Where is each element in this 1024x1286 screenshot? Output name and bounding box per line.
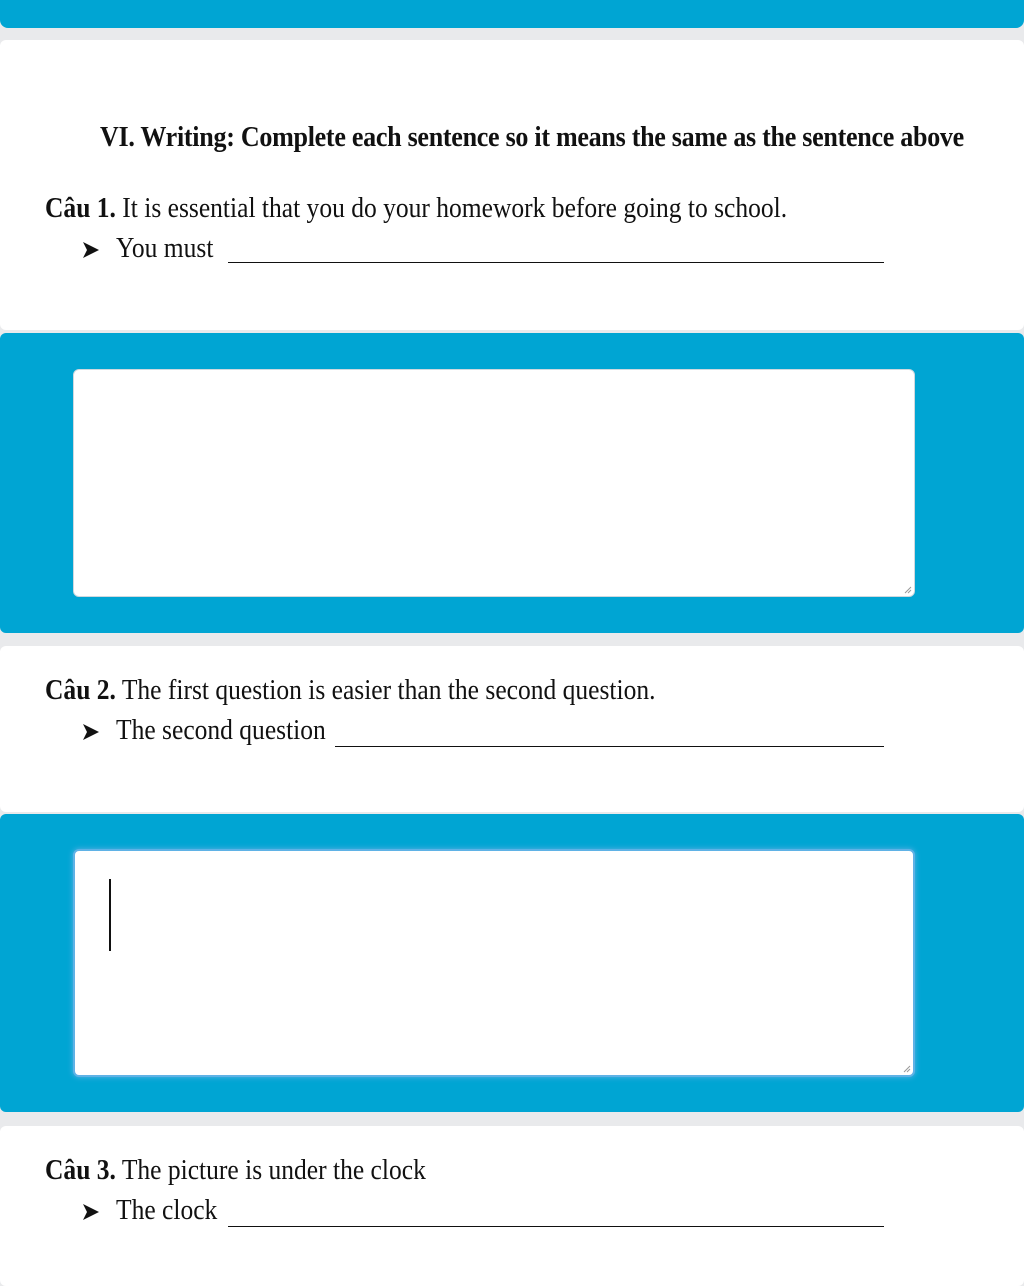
question-2-prompt-line xyxy=(80,714,354,747)
answer-band-2 xyxy=(0,814,1024,1112)
answer-1-textarea[interactable] xyxy=(73,369,915,597)
question-1-label: Câu 1. xyxy=(45,192,116,224)
arrow-right-bullet-icon xyxy=(80,1201,102,1223)
question-1-blank xyxy=(228,262,884,263)
question-1-sentence: It is essential that you do your homework before going to school. xyxy=(115,192,788,224)
question-1-prompt-line xyxy=(80,232,227,265)
section-heading: VI. Writing: Complete each sentence so it means the same as the sentence above xyxy=(100,122,964,153)
question-card-1 xyxy=(0,40,1024,330)
question-3-label: Câu 3. xyxy=(45,1154,116,1186)
question-1-text xyxy=(45,192,787,225)
resize-grip-icon[interactable] xyxy=(904,586,912,594)
answer-2-textarea[interactable] xyxy=(73,849,915,1077)
question-2-text xyxy=(45,674,656,707)
arrow-right-bullet-icon xyxy=(80,239,102,261)
text-caret xyxy=(109,879,111,951)
question-2-prompt: The second question xyxy=(116,714,326,746)
question-3-sentence: The picture is under the clock xyxy=(115,1154,426,1186)
answer-band-1 xyxy=(0,333,1024,633)
question-3-prompt-line xyxy=(80,1194,231,1227)
question-1-prompt: You must xyxy=(116,232,214,264)
top-accent-bar xyxy=(0,0,1024,28)
question-3-blank xyxy=(228,1226,884,1227)
arrow-right-bullet-icon xyxy=(80,721,102,743)
question-3-text xyxy=(45,1154,426,1187)
question-card-2 xyxy=(0,646,1024,812)
resize-grip-icon[interactable] xyxy=(903,1065,911,1073)
question-2-label: Câu 2. xyxy=(45,674,116,706)
question-2-sentence: The first question is easier than the second question. xyxy=(115,674,656,706)
question-card-3 xyxy=(0,1126,1024,1286)
question-2-blank xyxy=(335,746,884,747)
question-3-prompt: The clock xyxy=(116,1194,218,1226)
